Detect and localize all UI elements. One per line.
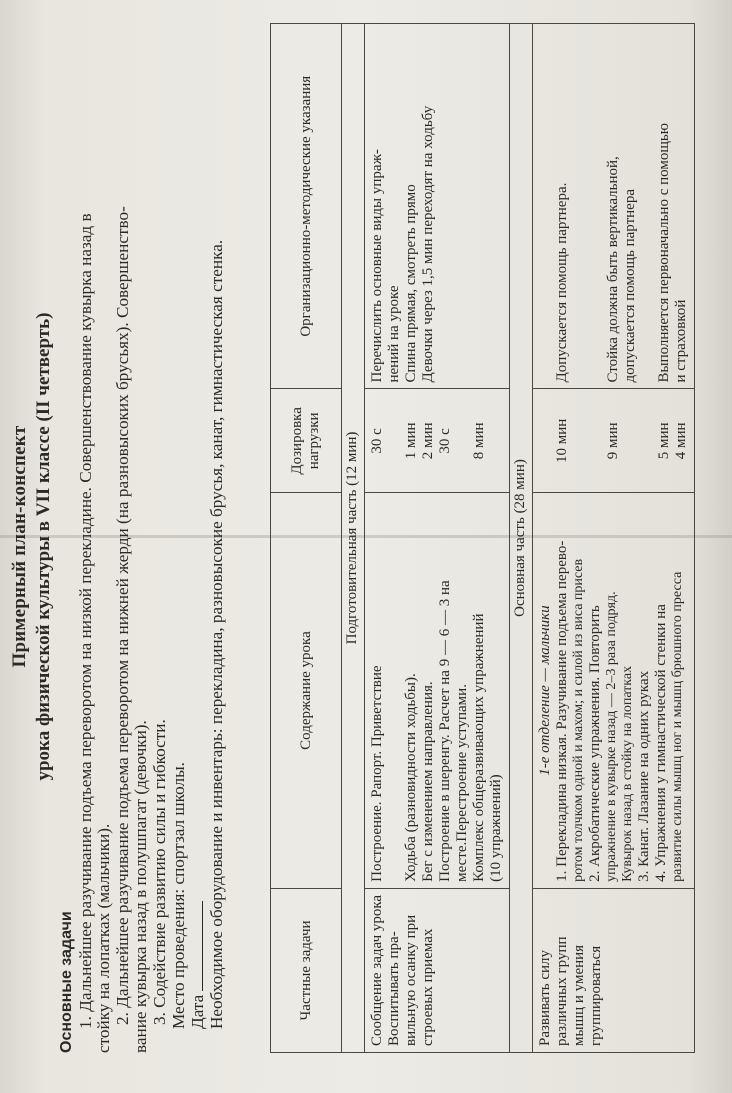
row1-content-5: месте.Перестроение уступами. xyxy=(454,684,470,882)
section-preparatory: Подготовительная часть (12 мин) xyxy=(342,24,365,1053)
header-dose: Дозировка нагрузки xyxy=(271,389,342,493)
lesson-plan-table xyxy=(270,23,695,1053)
spacer xyxy=(454,396,471,487)
row2-notes xyxy=(533,24,695,390)
row2-dose-1: 10 мин xyxy=(554,418,570,463)
spacer xyxy=(639,30,656,383)
row2-content-1: 1. Перекладина низкая. Разучивание подъема перево- xyxy=(554,540,570,882)
header-content: Содержание урока xyxy=(271,493,342,889)
row2-dose xyxy=(533,389,695,493)
row2-content-7: 4. Упражнения у гимнастической стенки на xyxy=(653,604,669,882)
spacer xyxy=(386,499,403,882)
date-blank xyxy=(188,901,203,991)
section-row xyxy=(510,24,533,1053)
row1-notes xyxy=(365,24,510,390)
row2-note-4: Выполняется первоначально с помощью xyxy=(656,123,672,383)
row1-dose-3: 2 мин xyxy=(420,422,436,460)
row1-task-1: Сообщение задач урока xyxy=(369,894,385,1046)
table-row xyxy=(533,24,695,1053)
equipment-line: Необходимое оборудование и инвентарь: перекладина, разновысокие брусья, канат, гимнастическая стенка. xyxy=(206,239,226,1029)
row2-content-6: 3. Канат. Лазание на одних руках xyxy=(636,670,652,882)
row1-dose-1: 30 с xyxy=(369,428,385,454)
task-line-4: вание кувырка назад в полушпагат (девочки). xyxy=(131,720,151,1053)
section-main: Основная часть (28 мин) xyxy=(510,24,533,1053)
task-line-3: 2. Дальнейшее разучивание подъема переворотом на нижней жерди (на разновысоких брусьях). Совершенство- xyxy=(112,206,132,1025)
row1-content-3: Бег с изменением направления. xyxy=(420,681,436,882)
header-notes: Организационно-методические указания xyxy=(271,24,342,390)
row2-content xyxy=(533,493,695,889)
row2-content-5: Кувырок назад в стойку на лопатках xyxy=(620,665,635,882)
row1-content-1: Построение. Рапорт. Приветствие xyxy=(369,665,385,882)
row1-content xyxy=(365,493,510,889)
row2-task-1: Развивать силу различных групп мышц и умения группироваться xyxy=(537,936,604,1046)
task-line-1: 1. Дальнейшее разучивание подъема переворотом на низкой перекладине. Совершенствование кувырка назад в xyxy=(75,213,95,1029)
row1-content-6: Комплекс общеразвивающих упражнений xyxy=(471,613,487,882)
row1-note-1: Перечислить основные виды упраж- xyxy=(369,149,385,383)
row2-content-2: ротом толчком одной и махом; и силой из виса присев xyxy=(571,558,586,882)
place-line: Место проведения: спортзал школы. xyxy=(168,762,188,1029)
date-label: Дата xyxy=(188,994,208,1029)
document-subtitle: урока физической культуры в VII классе (II четверть) xyxy=(33,312,54,781)
row2-dose-3: 5 мин xyxy=(656,422,672,460)
spacer xyxy=(571,30,605,383)
row1-dose-2: 1 мин xyxy=(403,422,419,460)
spacer xyxy=(537,30,554,383)
row1-dose-4: 30 с xyxy=(437,428,453,454)
table-row xyxy=(365,24,510,1053)
spacer xyxy=(622,396,656,487)
spacer xyxy=(386,396,403,487)
row2-tasks xyxy=(533,888,695,1052)
row2-subheading: 1-е отделение — мальчики xyxy=(537,605,553,776)
section-row xyxy=(342,24,365,1053)
row1-tasks xyxy=(365,888,510,1052)
row1-content-2: Ходьба (разновидности ходьбы). xyxy=(403,673,419,882)
spacer xyxy=(571,396,605,487)
title-block xyxy=(8,40,56,1053)
row2-content-3: 2. Акробатические упражнения. Повторить xyxy=(587,605,603,882)
document-title: Примерный план-конспект xyxy=(9,425,30,668)
task-line-2: стойку на лопатках (мальчики). xyxy=(94,823,114,1053)
row2-dose-2: 9 мин xyxy=(605,422,621,460)
row2-content-4: упражнение в кувырке назад — 2–3 раза подряд. xyxy=(604,591,619,882)
row2-note-5: и страховкой xyxy=(673,299,689,383)
row2-content-8: развитие силы мышц ног и мышц брюшного пресса xyxy=(670,571,685,882)
row1-note-3: Спина прямая, смотреть прямо xyxy=(403,184,419,383)
row2-note-1: Допускается помощь партнера. xyxy=(554,182,570,383)
row1-content-7: (10 упражнений) xyxy=(488,774,504,882)
intro-section xyxy=(58,13,226,1053)
row2-note-2: Стойка должна быть вертикальной, xyxy=(605,156,621,383)
row1-note-2: нений на уроке xyxy=(386,285,402,383)
row1-dose-5: 8 мин xyxy=(471,422,487,460)
row1-note-4: Девочки через 1,5 мин переходят на ходьбу xyxy=(420,105,436,383)
date-row xyxy=(188,13,208,1053)
row1-content-4: Построение в шеренгу. Расчет на 9 — 6 — 3 на xyxy=(437,580,453,882)
row2-dose-4: 4 мин xyxy=(673,422,689,460)
row1-dose xyxy=(365,389,510,493)
task-line-5: 3. Содействие развитию силы и гибкости. xyxy=(149,719,169,1025)
table-header-row xyxy=(271,24,342,1053)
row1-task-2: Воспитывать пра-вильную осанку при строевых приемах xyxy=(386,914,436,1046)
row2-note-3: допускается помощь партнера xyxy=(622,189,638,383)
spacer xyxy=(537,396,554,487)
tasks-heading: Основные задачи xyxy=(58,911,75,1053)
header-tasks: Частные задачи xyxy=(271,888,342,1052)
